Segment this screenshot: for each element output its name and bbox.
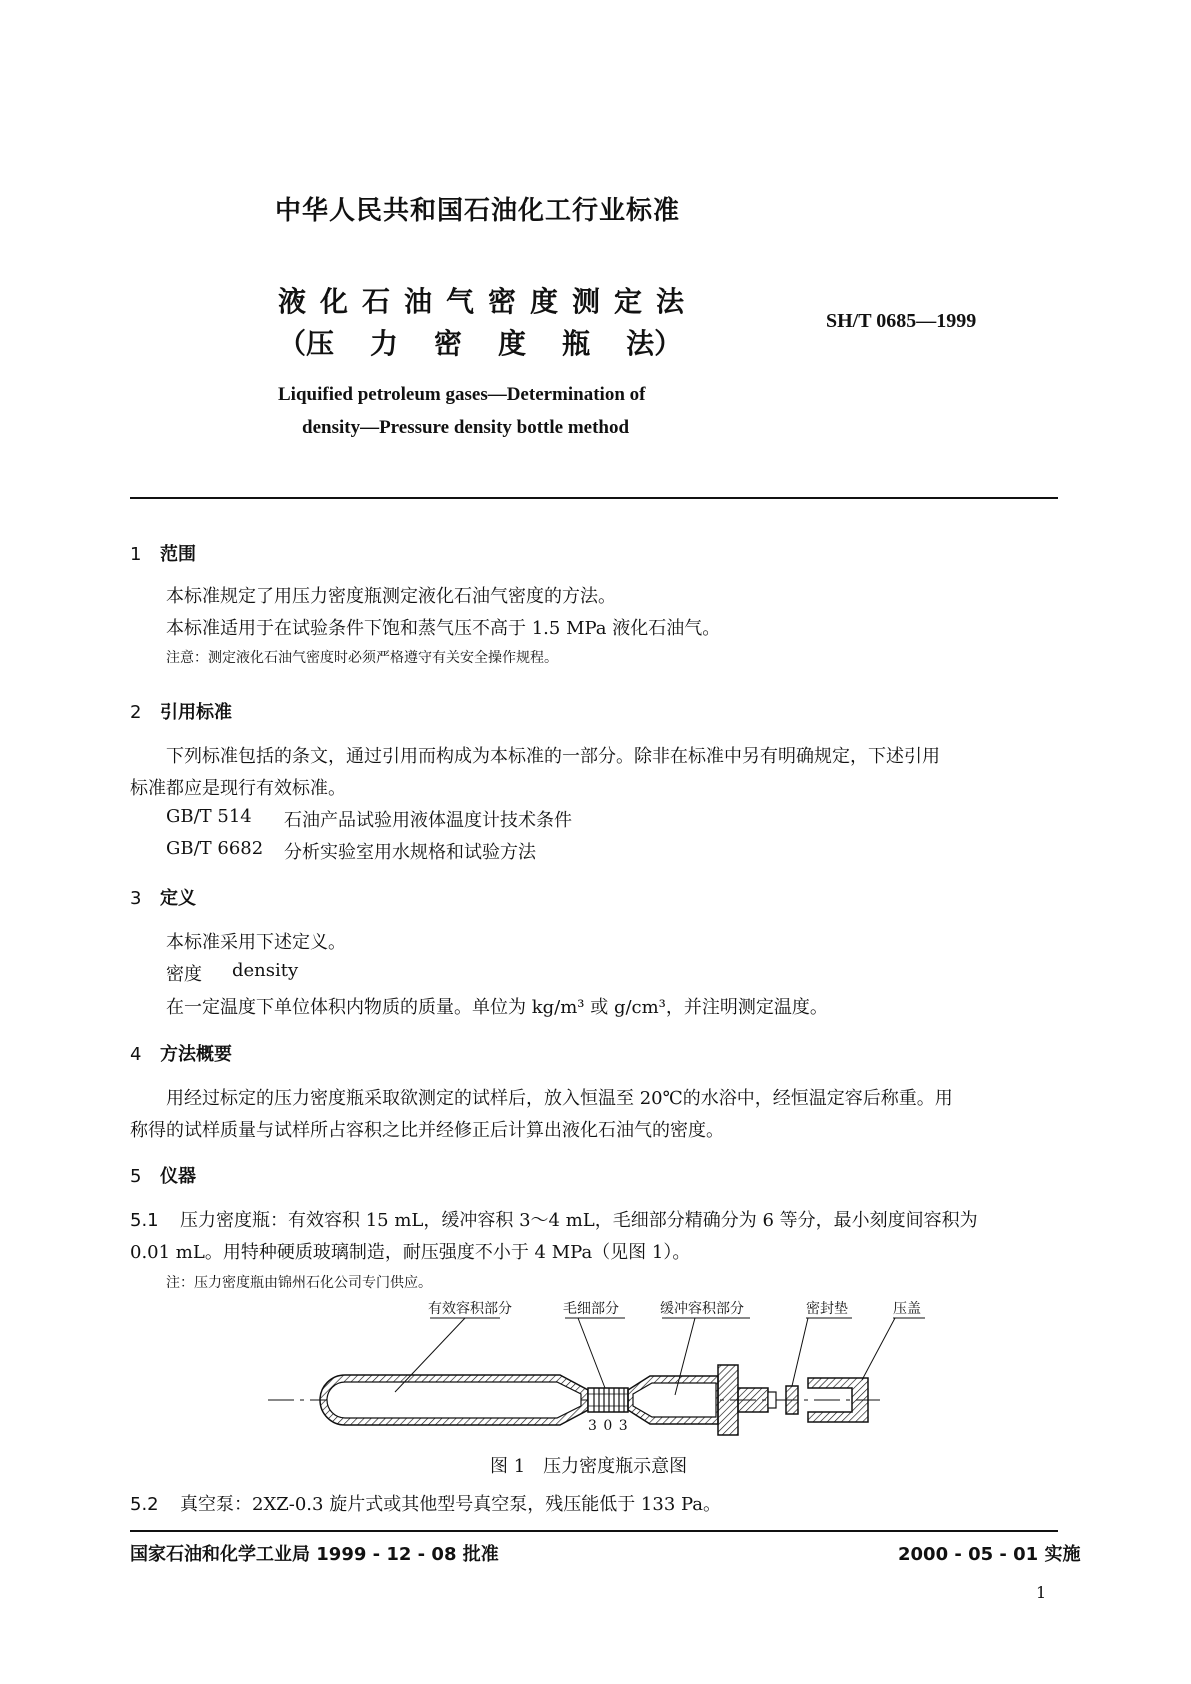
bottle-flange	[718, 1365, 776, 1435]
section-2-paragraph-line2: 标准都应是现行有效标准。	[130, 778, 346, 799]
subtitle-part: 度	[498, 327, 527, 360]
section-1-paragraph-1: 本标准规定了用压力密度瓶测定液化石油气密度的方法。	[166, 586, 616, 607]
reference-code-2: GB/T 6682	[166, 838, 264, 859]
subtitle-part: 力	[370, 327, 399, 360]
standard-number: SH/T 0685—1999	[826, 310, 977, 332]
leader-capillary	[578, 1318, 605, 1388]
label-gasket: 密封垫	[806, 1301, 848, 1317]
section-3-paragraph-1: 本标准采用下述定义。	[166, 932, 346, 953]
clause-5-1-line2: 0.01 mL。用特种硬质玻璃制造，耐压强度不小于 4 MPa（见图 1）。	[130, 1242, 691, 1263]
label-capillary: 毛细部分	[563, 1301, 619, 1317]
reference-code-1: GB/T 514	[166, 806, 252, 827]
figure-1-caption: 图 1 压力密度瓶示意图	[490, 1456, 688, 1477]
footer-divider	[130, 1530, 1058, 1532]
clause-5-1-line1: 5.1 压力密度瓶：有效容积 15 mL，缓冲容积 3～4 mL，毛细部分精确分为 6 等分，最小刻度间容积为	[130, 1210, 978, 1231]
section-4-heading: 4 方法概要	[130, 1044, 232, 1065]
label-effective-volume: 有效容积部分	[428, 1301, 512, 1317]
reference-title-1: 石油产品试验用液体温度计技术条件	[284, 810, 572, 831]
capillary-scale-label: 3 0 3	[588, 1418, 629, 1434]
subtitle-part: 密	[434, 327, 463, 360]
subtitle-part: 法）	[626, 327, 683, 360]
clause-5-2: 5.2 真空泵：2XZ-0.3 旋片式或其他型号真空泵，残压能低于 133 Pa。	[130, 1494, 722, 1515]
label-buffer-volume: 缓冲容积部分	[660, 1301, 744, 1317]
section-2-paragraph-line1: 下列标准包括的条文，通过引用而构成为本标准的一部分。除非在标准中另有明确规定，下述引用	[166, 746, 940, 767]
leader-gasket	[792, 1318, 808, 1386]
approval-statement: 国家石油和化学工业局 1999 - 12 - 08 批准	[130, 1544, 499, 1565]
section-3-paragraph-2: 在一定温度下单位体积内物质的质量。单位为 kg/m³ 或 g/cm³，并注明测定温度。	[166, 997, 828, 1018]
document-title-cn: 液化石油气密度测定法	[278, 285, 699, 318]
section-3-heading: 3 定义	[130, 888, 196, 909]
definition-term-cn: 密度	[166, 964, 202, 985]
definition-term-en: density	[232, 960, 299, 981]
section-1-note: 注意：测定液化石油气密度时必须严格遵守有关安全操作规程。	[166, 650, 558, 666]
subtitle-part: （压	[278, 327, 335, 360]
leader-cap	[862, 1318, 895, 1380]
clause-5-1-note: 注：压力密度瓶由锦州石化公司专门供应。	[166, 1275, 432, 1291]
document-title-en-line1: Liquified petroleum gases—Determination of	[278, 384, 646, 405]
subtitle-part: 瓶	[562, 327, 591, 360]
effective-date: 2000 - 05 - 01 实施	[898, 1544, 1081, 1565]
section-1-paragraph-2: 本标准适用于在试验条件下饱和蒸气压不高于 1.5 MPa 液化石油气。	[166, 618, 721, 639]
section-1-heading: 1 范围	[130, 544, 196, 565]
section-5-heading: 5 仪器	[130, 1166, 196, 1187]
page-number: 1	[1036, 1583, 1047, 1602]
section-4-paragraph-line2: 称得的试样质量与试样所占容积之比并经修正后计算出液化石油气的密度。	[130, 1120, 724, 1141]
buffer-bulb	[628, 1376, 718, 1424]
sealing-gasket	[786, 1386, 798, 1414]
bottle-body	[320, 1375, 588, 1425]
section-4-paragraph-line1: 用经过标定的压力密度瓶采取欲测定的试样后，放入恒温至 20℃的水浴中，经恒温定容后称重。用	[166, 1088, 953, 1109]
section-2-heading: 2 引用标准	[130, 702, 232, 723]
capillary-section	[588, 1388, 628, 1412]
label-cap: 压盖	[893, 1301, 921, 1317]
reference-title-2: 分析实验室用水规格和试验方法	[284, 842, 536, 863]
issuing-authority: 中华人民共和国石油化工行业标准	[275, 196, 681, 226]
document-title-en-line2: density—Pressure density bottle method	[302, 417, 630, 438]
